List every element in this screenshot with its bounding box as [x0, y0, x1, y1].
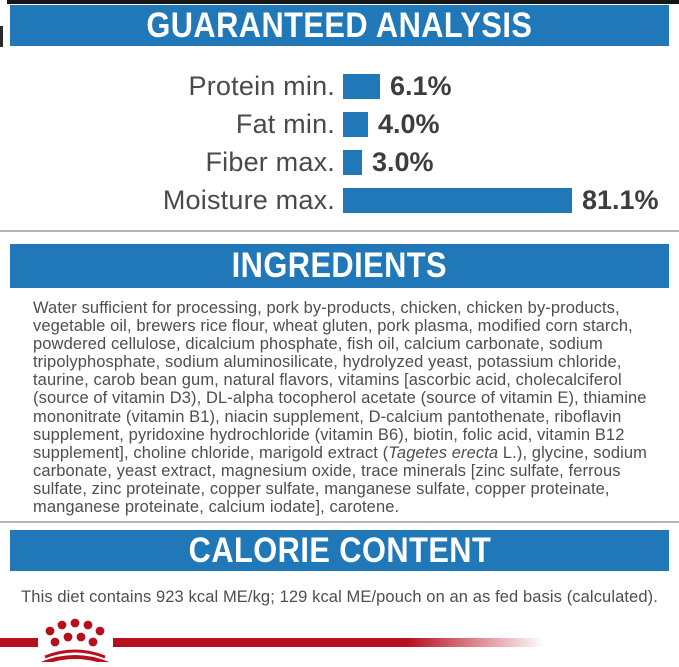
analysis-bar [343, 188, 572, 213]
calorie-content-text: This diet contains 923 kcal ME/kg; 129 kcal ME/pouch on an as fed basis (calculated). [21, 588, 658, 606]
analysis-row [0, 143, 679, 181]
ingredients-heading: INGREDIENTS [231, 246, 448, 285]
analysis-bar [343, 74, 380, 99]
calorie-content-banner [10, 530, 669, 571]
analysis-bar [343, 112, 368, 137]
ingredients-line: manganese proteinate, calcium iodate], carotene. [33, 498, 400, 517]
analysis-value: 81.1% [582, 184, 659, 215]
analysis-value: 4.0% [378, 108, 440, 139]
calorie-content-heading: CALORIE CONTENT [188, 530, 491, 570]
crown-icon [0, 615, 560, 662]
ingredients-text [33, 299, 651, 516]
left-edge-mark [0, 26, 3, 47]
ingredients-line: (source of vitamin D3), DL-alpha tocopherol acetate (source of vitamin E), thiamine [33, 389, 647, 408]
ingredients-line: supplement, pyridoxine hydrochloride (vitamin B6), biotin, folic acid, vitamin B12 [33, 425, 625, 444]
ingredients-line: Water sufficient for processing, pork by-products, chicken, chicken by-products, [33, 299, 620, 317]
analysis-label: Fat min. [235, 108, 335, 139]
ingredients-line: tripolyphosphate, sodium aluminosilicate, hydrolyzed yeast, potassium chloride, [33, 353, 622, 372]
royal-canin-crown-logo [0, 615, 560, 662]
analysis-value: 6.1% [390, 70, 452, 101]
analysis-label: Moisture max. [162, 184, 335, 215]
ingredients-line: taurine, carob bean gum, natural flavors, vitamins [ascorbic acid, cholecalciferol [33, 371, 622, 390]
analysis-label: Protein min. [188, 70, 335, 101]
guaranteed-analysis-banner [10, 5, 669, 46]
ingredients-line: supplement], choline chloride, marigold extract (Tagetes erecta L.), glycine, sodium [33, 443, 648, 462]
analysis-bar [343, 150, 362, 175]
top-edge-line [7, 0, 679, 4]
ingredients-line: sulfate, zinc proteinate, copper sulfate, manganese sulfate, copper proteinate, [33, 479, 610, 498]
ingredients-banner [10, 244, 669, 288]
crease-line-calorie [0, 521, 679, 523]
analysis-value: 3.0% [372, 146, 434, 177]
ingredients-line: mononitrate (vitamin B1), niacin supplement, D-calcium pantothenate, riboflavin [33, 407, 622, 426]
ingredients-line: powdered cellulose, dicalcium phosphate, fish oil, calcium carbonate, sodium [33, 335, 603, 354]
analysis-label: Fiber max. [205, 146, 335, 177]
guaranteed-analysis-heading: GUARANTEED ANALYSIS [146, 5, 533, 45]
ingredients-line: vegetable oil, brewers rice flour, wheat gluten, pork plasma, modified corn starch, [33, 317, 633, 336]
guaranteed-analysis-rows [0, 67, 679, 219]
analysis-row [0, 181, 679, 219]
crease-line-ingredients [0, 230, 679, 232]
analysis-row [0, 67, 679, 105]
analysis-row [0, 105, 679, 143]
ingredients-line: carbonate, yeast extract, magnesium oxide, trace minerals [zinc sulfate, ferrous [33, 461, 621, 480]
